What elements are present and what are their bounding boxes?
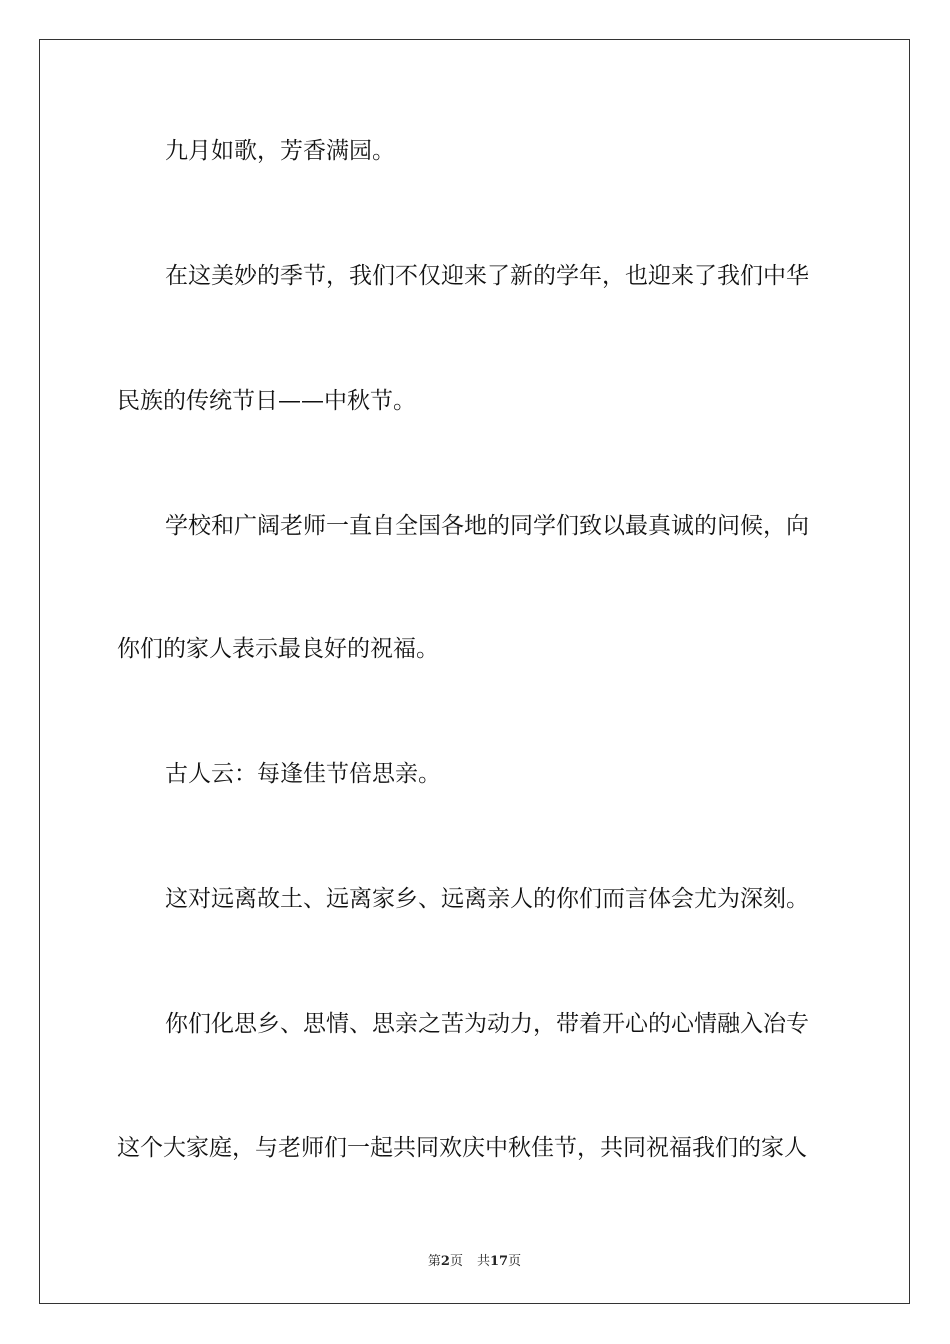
paragraph-line-6: 古人云：每逢佳节倍思亲。 xyxy=(165,761,441,787)
paragraph-line-3: 民族的传统节日——中秋节。 xyxy=(117,388,416,414)
total-suffix: 页 xyxy=(508,1254,522,1269)
paragraph-line-1: 九月如歌，芳香满园。 xyxy=(165,138,395,164)
total-pages: 17 xyxy=(489,1254,509,1269)
page-suffix: 页 xyxy=(449,1254,463,1269)
total-prefix: 共 xyxy=(476,1254,490,1269)
paragraph-line-5: 你们的家人表示最良好的祝福。 xyxy=(117,636,439,662)
paragraph-line-9: 这个大家庭，与老师们一起共同欢庆中秋佳节，共同祝福我们的家人 xyxy=(117,1135,807,1161)
paragraph-line-7: 这对远离故土、远离家乡、远离亲人的你们而言体会尤为深刻。 xyxy=(165,886,809,912)
paragraph-line-8: 你们化思乡、思情、思亲之苦为动力，带着开心的心情融入冶专 xyxy=(165,1011,809,1037)
page-number: 2 xyxy=(440,1254,450,1269)
paragraph-line-2: 在这美妙的季节，我们不仅迎来了新的学年，也迎来了我们中华 xyxy=(165,263,809,289)
page-footer xyxy=(40,1250,909,1269)
document-page xyxy=(39,39,910,1304)
page-prefix: 第 xyxy=(427,1254,441,1269)
paragraph-line-4: 学校和广阔老师一直自全国各地的同学们致以最真诚的问候，向 xyxy=(165,513,809,539)
